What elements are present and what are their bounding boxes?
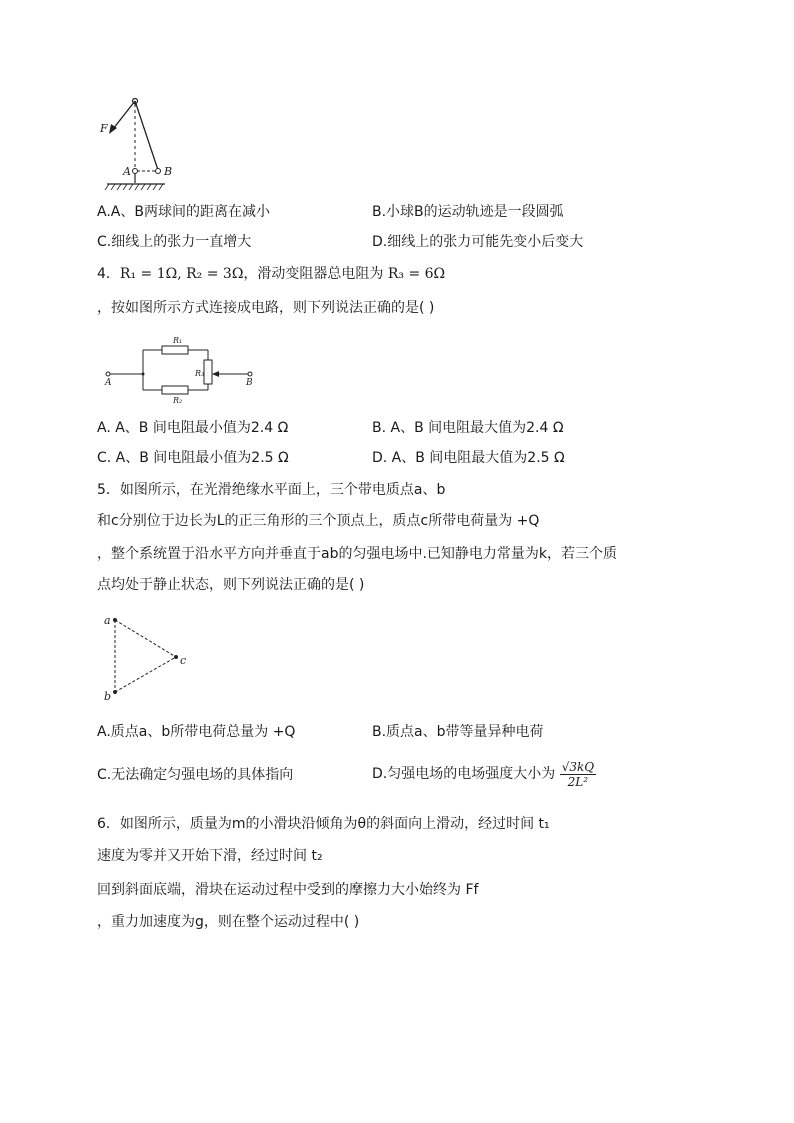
- q4-option-b: B. A、B 间电阻最大值为2.4 Ω: [372, 420, 564, 436]
- q4-given: R₁ = 1Ω, R₂ = 3Ω，滑动变阻器总电阻为 R₃ = 6Ω: [119, 266, 446, 282]
- q5-triangle-figure: [100, 612, 200, 704]
- q4-header: [97, 264, 445, 284]
- q5-line-2: 和c分别位于边长为L的正三角形的三个顶点上，质点c所带电荷量为 +Q: [97, 513, 540, 529]
- q3-option-d: D.细线上的张力可能先变小后变大: [372, 234, 584, 250]
- q5-line-4: 点均处于静止状态，则下列说法正确的是( ): [97, 577, 365, 593]
- label-R3: R₃: [195, 369, 205, 378]
- label-c: c: [180, 654, 187, 667]
- q6-line-2: 速度为零并又开始下滑，经过时间 t₂: [97, 848, 323, 864]
- label-B: B: [246, 378, 253, 388]
- q3-option-c: C.细线上的张力一直增大: [97, 234, 252, 250]
- label-F: F: [100, 122, 108, 135]
- q5-option-a: A.质点a、b所带电荷总量为 +Q: [97, 724, 296, 740]
- label-R2: R₂: [173, 396, 183, 405]
- label-B: B: [164, 165, 173, 178]
- label-a: a: [104, 614, 111, 627]
- q3-option-b: B.小球B的运动轨迹是一段圆弧: [372, 204, 564, 220]
- q5-option-b: B.质点a、b带等量异种电荷: [372, 724, 544, 740]
- label-R1: R₁: [173, 336, 183, 345]
- q5-option-d-fraction: [560, 760, 596, 789]
- q6-line-3: 回到斜面底端，滑块在运动过程中受到的摩擦力大小始终为 Ff: [97, 882, 479, 898]
- q5-option-d-text: D.匀强电场的电场强度大小为: [372, 766, 556, 782]
- q6-line-4: ，重力加速度为g，则在整个运动过程中( ): [97, 914, 360, 930]
- q5-option-d-numerator: √3kQ: [561, 759, 595, 774]
- label-A: A: [105, 378, 112, 388]
- label-b: b: [104, 690, 112, 703]
- q4-number: 4．: [97, 266, 120, 282]
- q5-line-3: ，整个系统置于沿水平方向并垂直于ab的匀强电场中.已知静电力常量为k，若三个质: [97, 546, 618, 562]
- q3-option-a: A.A、B两球间的距离在减小: [97, 204, 270, 220]
- q4-option-d: D. A、B 间电阻最大值为2.5 Ω: [372, 450, 565, 466]
- q4-option-c: C. A、B 间电阻最小值为2.5 Ω: [97, 450, 289, 466]
- q3-figure: [95, 95, 205, 200]
- q4-stem: ，按如图所示方式连接成电路，则下列说法正确的是( ): [97, 300, 435, 316]
- q4-circuit-figure: [100, 330, 270, 405]
- q4-option-a: A. A、B 间电阻最小值为2.4 Ω: [97, 420, 289, 436]
- q5-option-c: C.无法确定匀强电场的具体指向: [97, 767, 294, 783]
- label-A: A: [123, 165, 131, 178]
- q5-option-d: [372, 756, 596, 792]
- q5-line-1: 5．如图所示，在光滑绝缘水平面上，三个带电质点a、b: [97, 482, 446, 498]
- q5-option-d-denominator: 2L²: [567, 774, 589, 789]
- q6-line-1: 6．如图所示，质量为m的小滑块沿倾角为θ的斜面向上滑动，经过时间 t₁: [97, 816, 550, 832]
